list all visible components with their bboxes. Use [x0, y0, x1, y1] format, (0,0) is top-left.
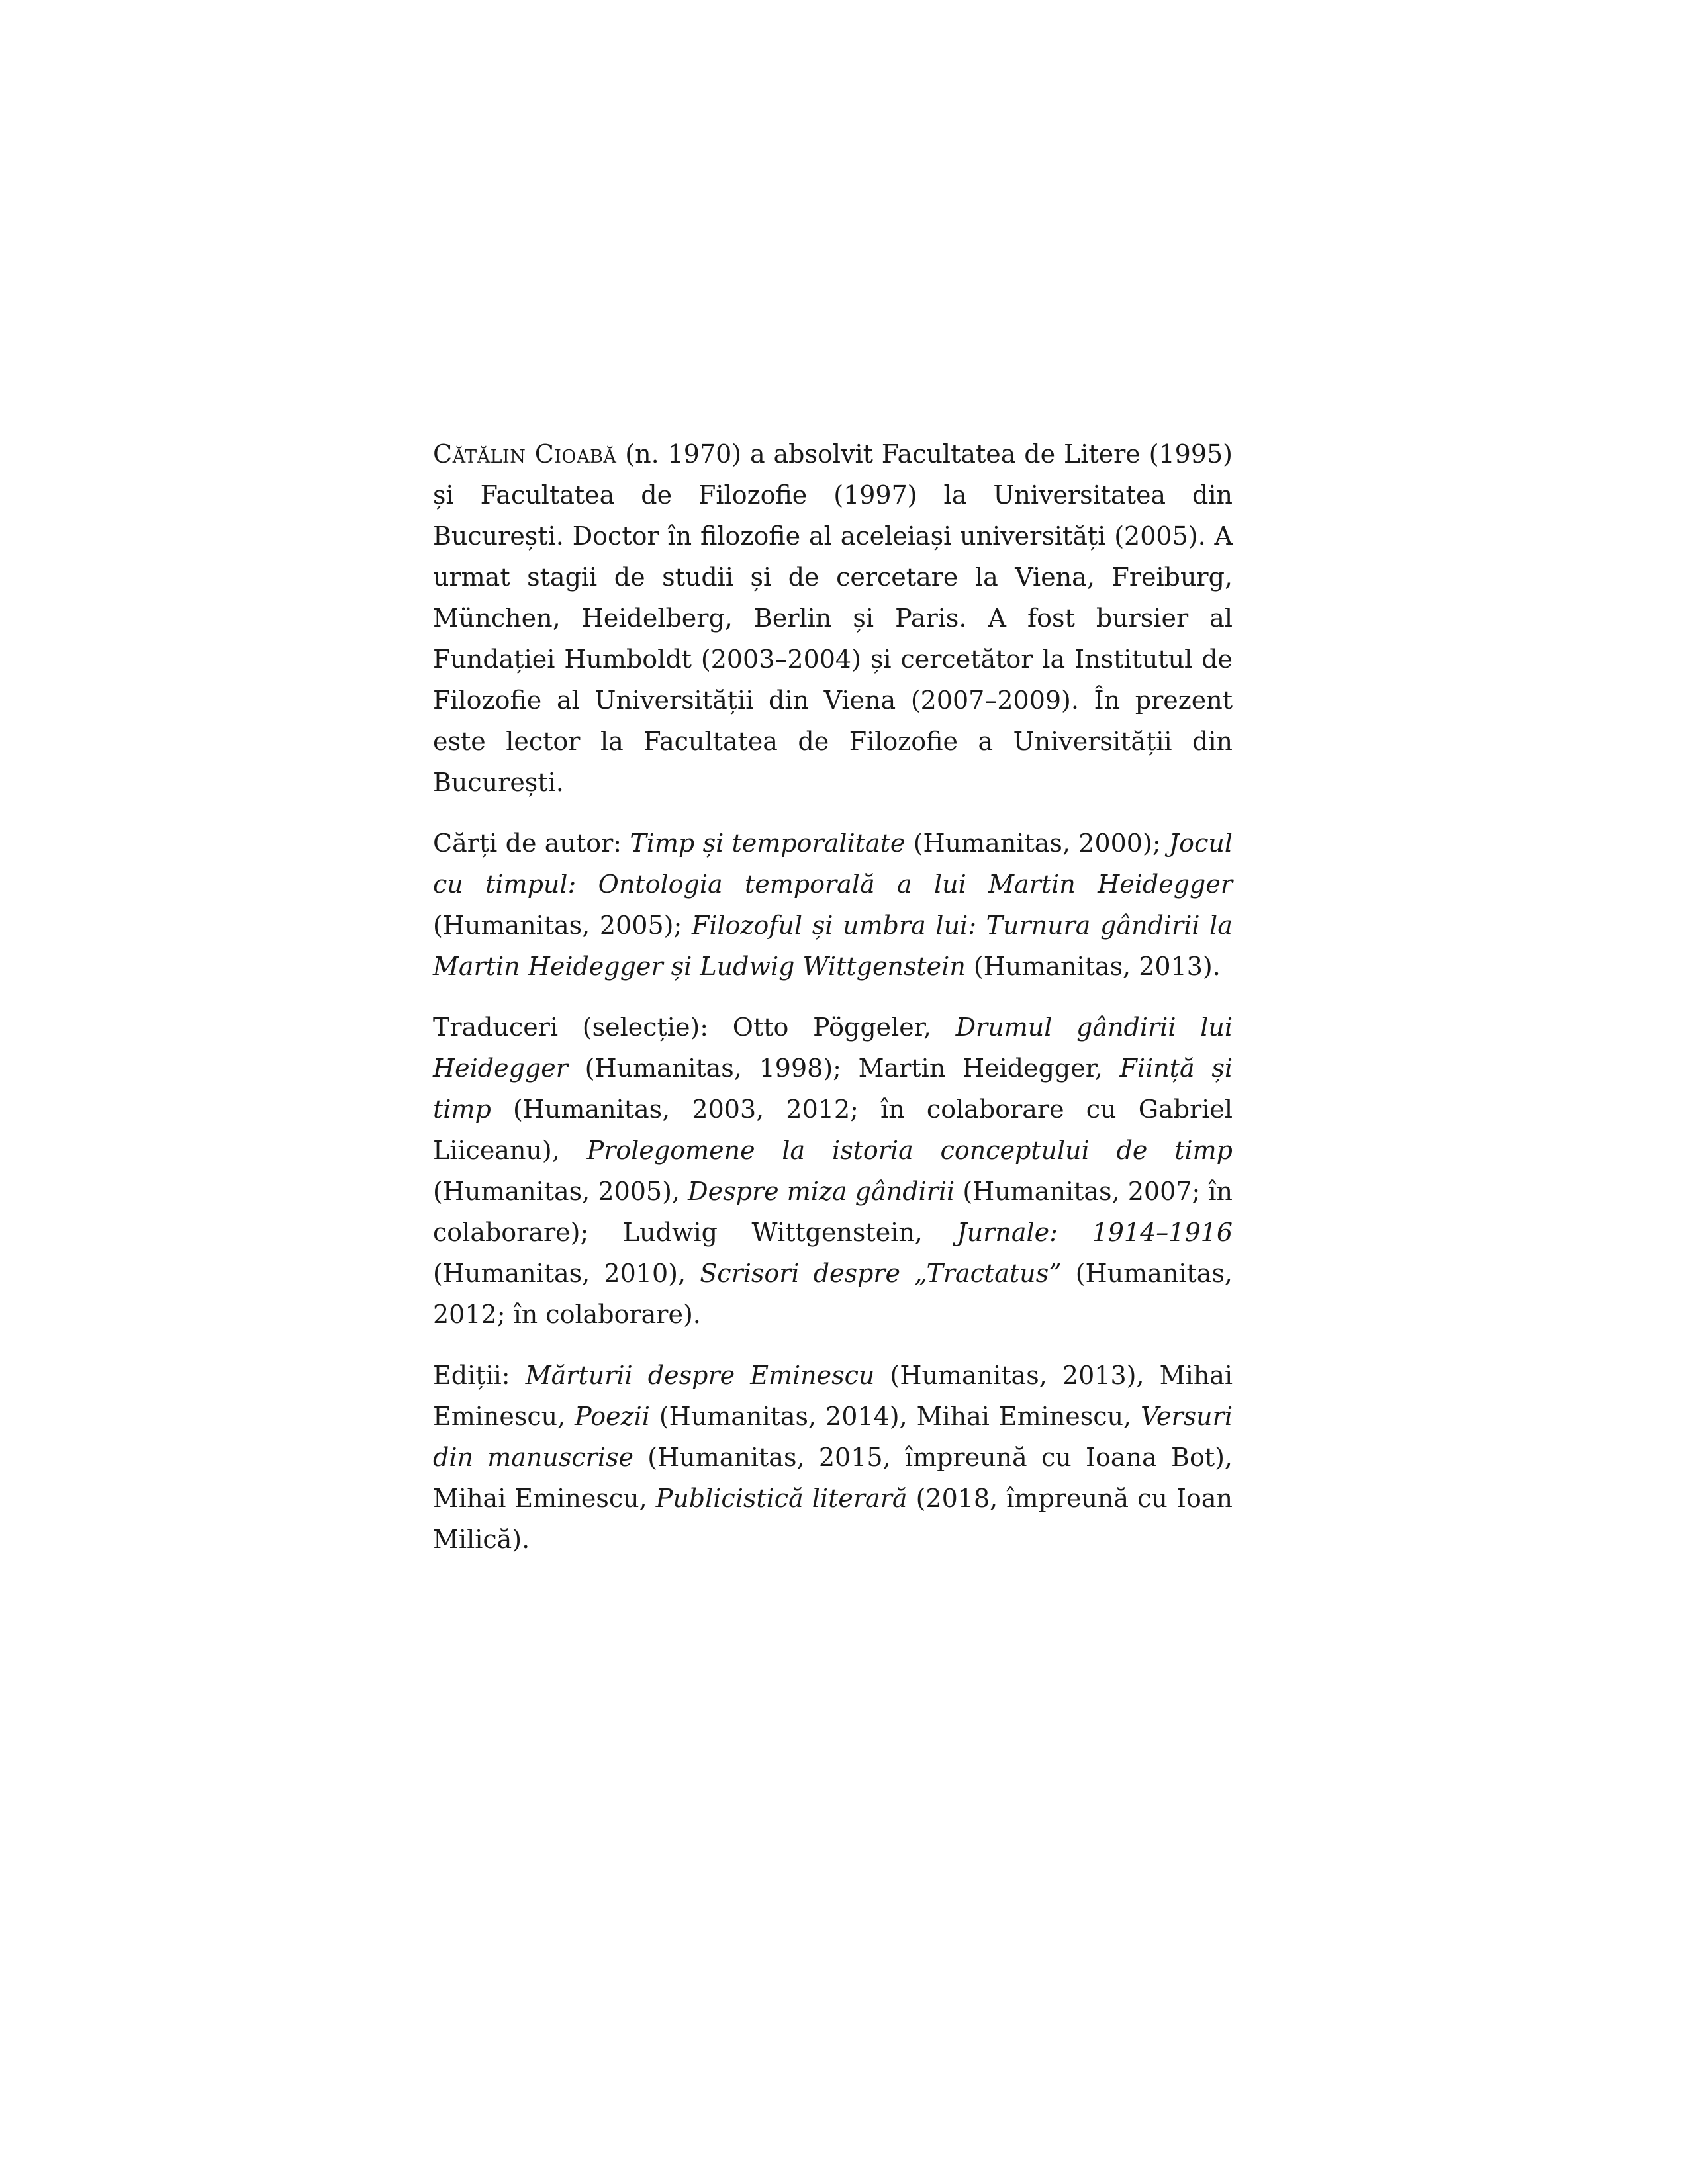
text-run: (Humanitas, 2005); [433, 911, 692, 940]
text-run: (Humanitas, 2000); [905, 829, 1169, 858]
text-run: Cărți de autor: [433, 829, 630, 858]
text-run: (Humanitas, 2015, împreună cu Ioana Bot), Mihai Eminescu, [433, 1443, 1233, 1513]
text-run: (Humanitas, 2014), Mihai Eminescu, [649, 1402, 1141, 1431]
text-run: (Humanitas, 2007; în colaborare); Ludwig Wittgenstein, [433, 1177, 1233, 1247]
italic-title: Jurnale: 1914–1916 [957, 1218, 1233, 1247]
text-run: (Humanitas, 2010), [433, 1259, 700, 1288]
italic-title: Poezii [575, 1402, 650, 1431]
text-run: (2018, împreună cu Ioan Milică). [433, 1484, 1233, 1554]
text-run: (Humanitas, 2012; în colaborare). [433, 1259, 1233, 1329]
author-name: Cătălin Cioabă [433, 439, 617, 469]
italic-title: Ființă și timp [433, 1054, 1233, 1124]
bio-paragraph [433, 433, 1233, 803]
text-run: (Humanitas, 2003, 2012; în colaborare cu Gabriel Liiceanu), [433, 1095, 1233, 1165]
text-run: (Humanitas, 2013). [965, 952, 1221, 981]
italic-title: Versuri din manuscrise [433, 1402, 1233, 1472]
text-run: Ediții: [433, 1361, 526, 1390]
italic-title: Despre miza gândirii [688, 1177, 955, 1206]
italic-title: Jocul cu timpul: Ontologia temporală a lui Martin Heidegger [433, 829, 1233, 899]
author-bio [433, 433, 1233, 1560]
text-run: (Humanitas, 1998); Martin Heidegger, [567, 1054, 1120, 1083]
text-run: (Humanitas, 2013), Mihai Eminescu, [433, 1361, 1233, 1431]
text-run: (n. 1970) a absolvit Facultatea de Litere (1995) și Facultatea de Filozofie (1997) la Universitatea din București. Doctor în filozofie al aceleiași universități (2005). A urmat stagii de studii și de cercetare la Viena, Freiburg, München, Heidelberg, Berlin și Paris. A fost bursier al Fundației Humboldt (2003–2004) și cercetător la Institutul de Filozofie al Universității din Viena (2007–2009). În prezent este lector la Facultatea de Filozofie a Universității din București. [433, 439, 1233, 797]
italic-title: Prolegomene la istoria conceptului de timp [586, 1136, 1233, 1165]
translations-paragraph [433, 1007, 1233, 1335]
italic-title: Publicistică literară [655, 1484, 908, 1513]
editions-paragraph [433, 1355, 1233, 1560]
text-run: Traduceri (selecție): Otto Pöggeler, [433, 1013, 956, 1042]
italic-title: Scrisori despre „Tractatus” [700, 1259, 1062, 1288]
books-paragraph [433, 823, 1233, 987]
text-run: (Humanitas, 2005), [433, 1177, 688, 1206]
bio-paragraph-text [433, 439, 1233, 797]
italic-title: Filozoful și umbra lui: Turnura gândirii la Martin Heidegger și Ludwig Wittgenstein [433, 911, 1233, 981]
italic-title: Timp și temporalitate [630, 829, 906, 858]
italic-title: Mărturii despre Eminescu [525, 1361, 875, 1390]
italic-title: Drumul gândirii lui Heidegger [433, 1013, 1233, 1083]
